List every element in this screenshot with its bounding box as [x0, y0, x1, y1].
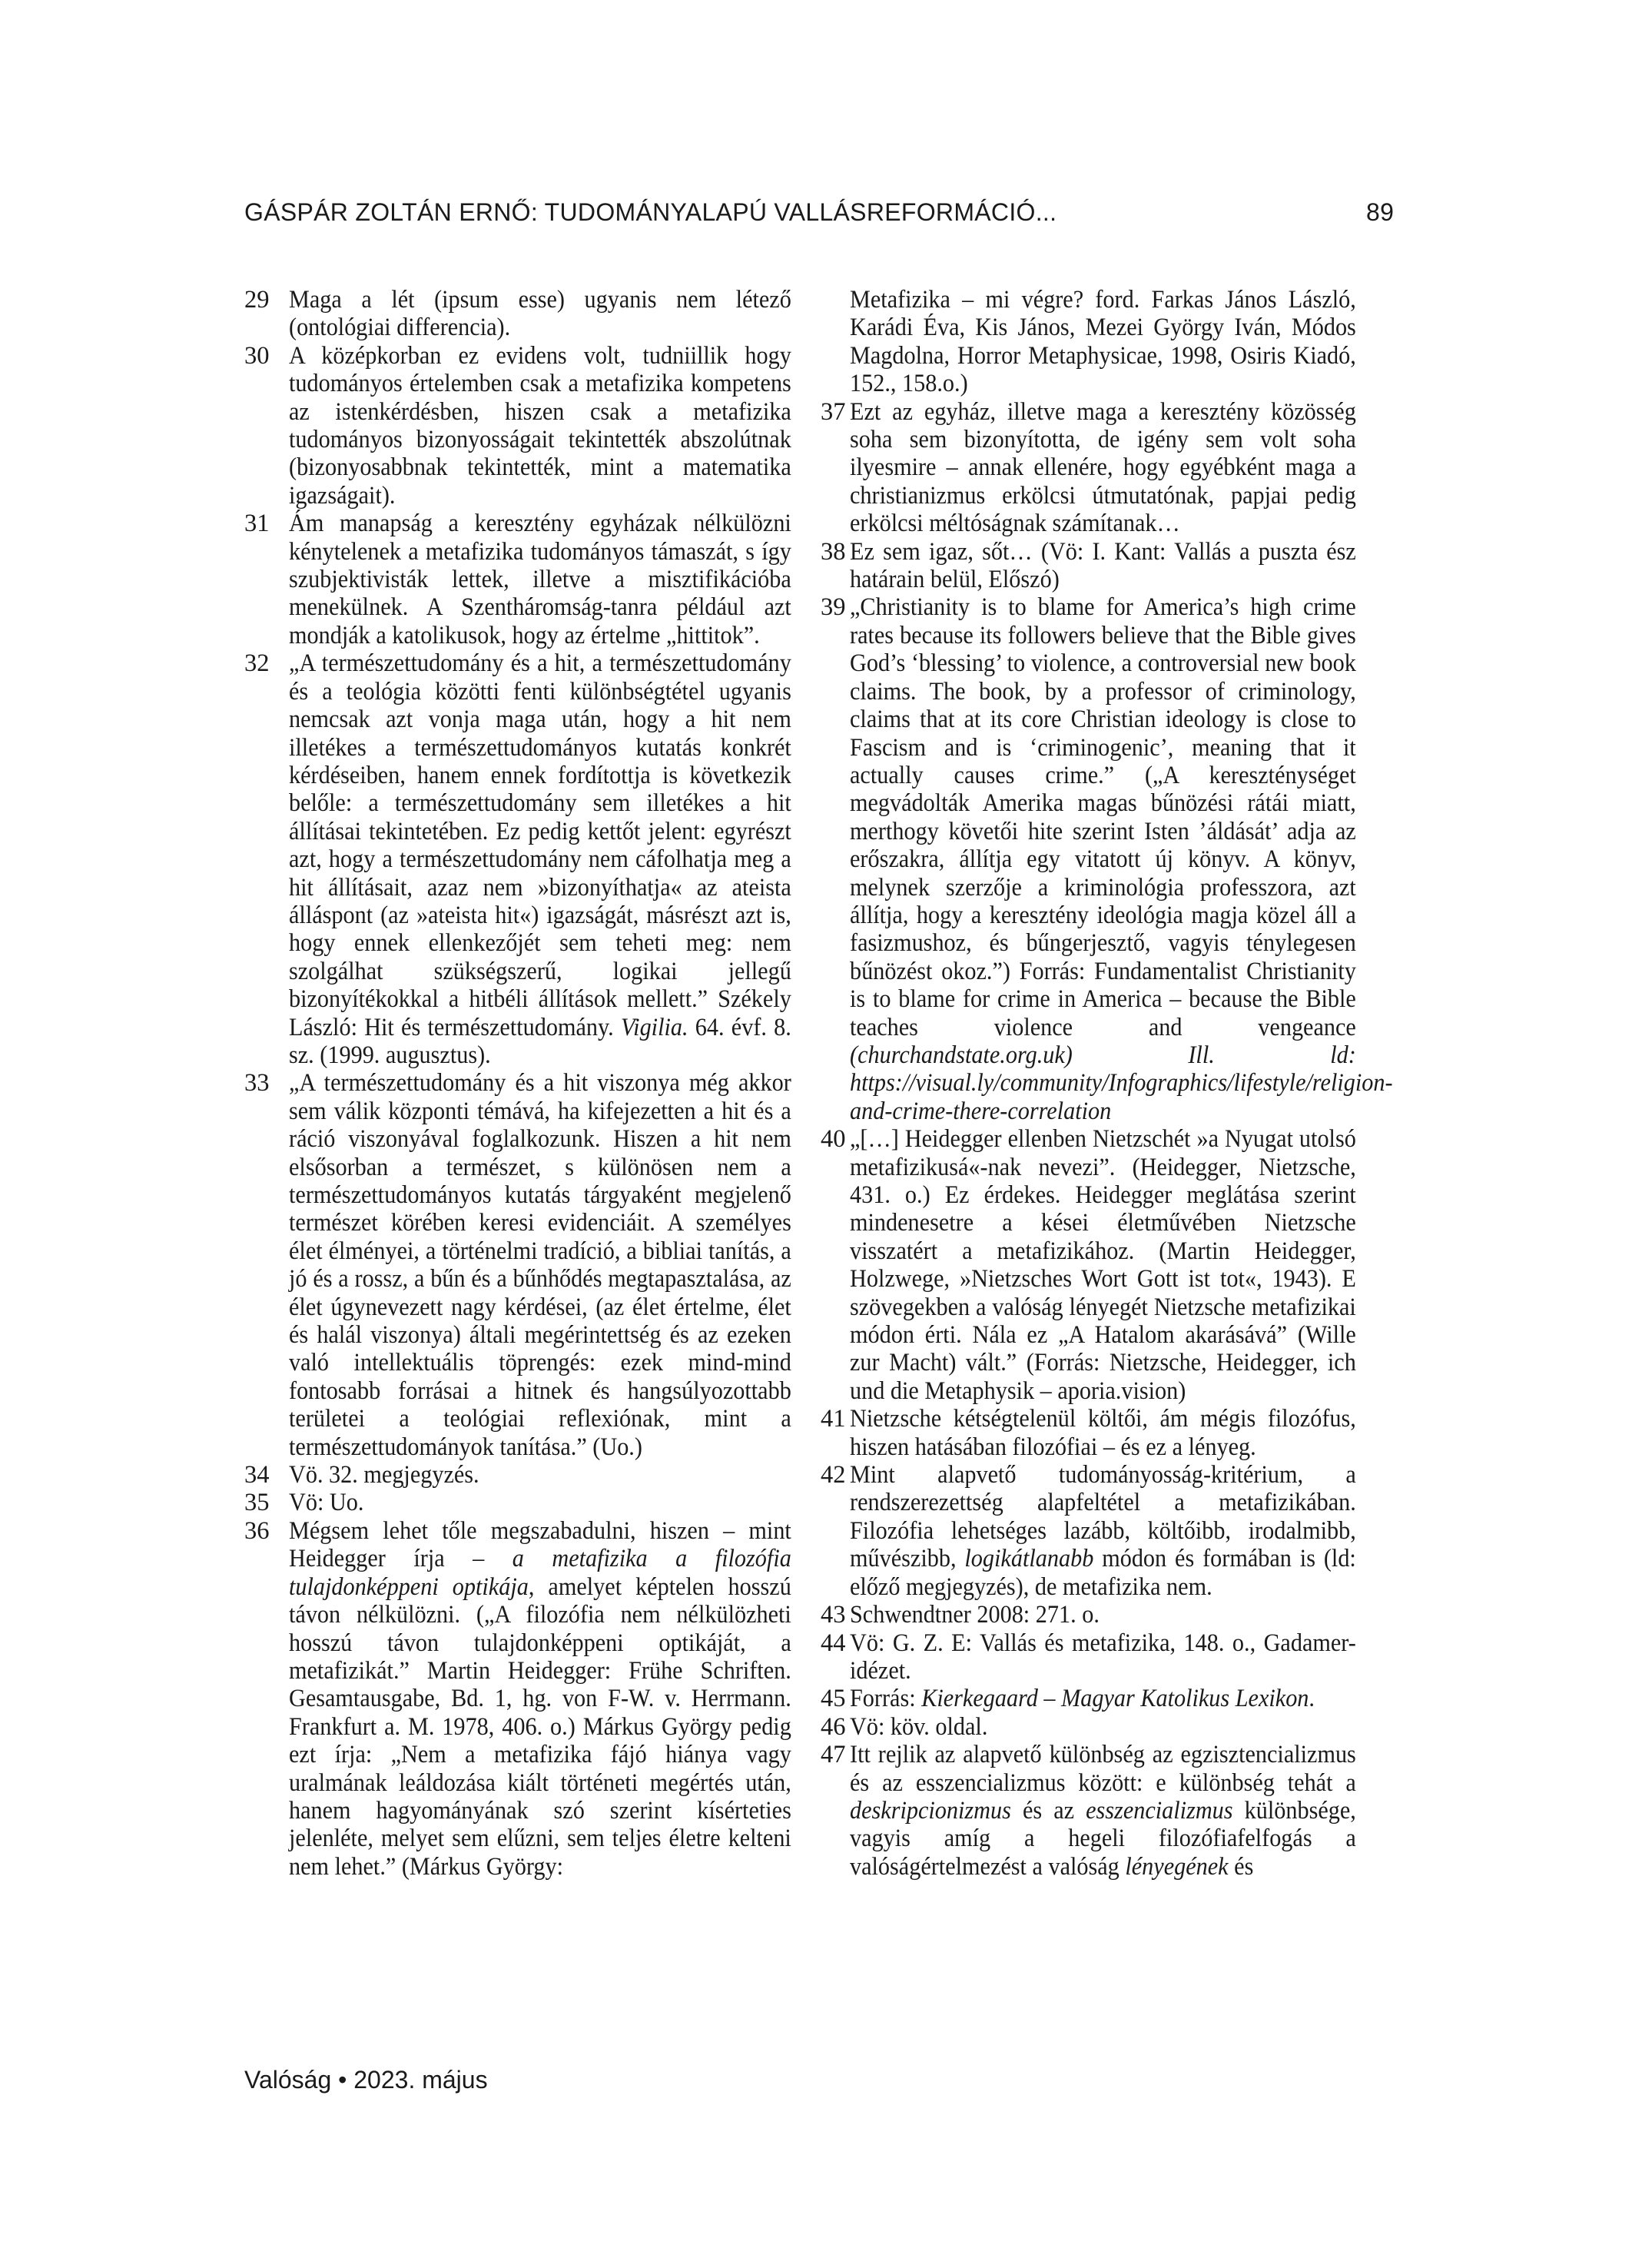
text-run: Schwendtner 2008: 271. o. — [850, 1601, 1100, 1629]
footnote-text — [850, 538, 1356, 594]
footnotes-left-column — [244, 286, 791, 1881]
footnote-29 — [244, 286, 791, 342]
italic-text: deskripcionizmus — [850, 1796, 1011, 1825]
text-run: „A természettudomány és a hit viszonya még akkor sem válik központi témává, ha kifejezetten a hit és a ráció viszonyával foglalkozunk. Hiszen a hit nem elsősorban a természet, s különösen nem a természettudományos kutatás tárgyaként megjelenő természet körében keresi evidenciáit. A személyes élet élményei, a történelmi tradíció, a bibliai tanítás, a jó és a rossz, a bűn és a bűnhődés megtapasztalása, az élet úgynevezett nagy kérdései, (az élet értelme, élet és halál viszonya) általi megérintettség és az ezeken való intellektuális töprengés: ezek mind-mind fontosabb forrásai a hitnek és hangsúlyozottabb területei a teológiai reflexiónak, mint a természettudományok tanítása.” (Uo.) — [289, 1069, 791, 1461]
text-run: „[…] Heidegger ellenben Nietzschét »a Nyugat utolsó metafizikusá«-nak nevezi”. (Heidegger, Nietzsche, 431. o.) Ez érdekes. Heidegger meglátása szerint mindenesetre a kései életművében Nietzsche visszatért a metafizikához. (Martin Heidegger, Holzwege, »Nietzsches Wort Gott ist tot«, 1943). E szövegekben a valóság lényegét Nietzsche metafizikai módon érti. Nála ez „A Hatalom akarásává” (Wille zur Macht) vált.” (Forrás: Nietzsche, Heidegger, ich und die Metaphysik – aporia.vision) — [850, 1125, 1356, 1405]
footnote-text — [850, 398, 1356, 538]
footnote-number: 44 — [821, 1629, 846, 1657]
footnote-text — [850, 593, 1393, 1125]
footnote-33 — [244, 1069, 791, 1461]
footnote-32 — [244, 649, 791, 1069]
text-run: A középkorban ez evidens volt, tudniillik hogy tudományos értelemben csak a metafizika kompetens az istenkérdésben, hiszen csak a metafizika tudományos bizonyosságait tekintették abszolútnak (bizonyosabbnak tekintették, mint a matematika igazságait). — [289, 341, 791, 510]
footnote-41 — [821, 1405, 1356, 1461]
footnote-continuation — [821, 286, 1356, 398]
footnote-number: 47 — [821, 1741, 846, 1769]
text-run: Ám manapság a keresztény egyházak nélkülözni kénytelenek a metafizika tudományos támaszát, s így szubjektivisták lettek, illetve a misztifikációba menekülnek. A Szentháromság-tanra például azt mondják a katolikusok, hogy az értelme „hittitok”. — [289, 510, 791, 649]
footnote-text — [289, 1069, 791, 1461]
footnote-text — [850, 1741, 1356, 1881]
footnote-38 — [821, 538, 1356, 594]
footnote-number: 42 — [821, 1461, 846, 1489]
footer-journal: Valóság • 2023. május — [244, 2066, 488, 2094]
text-run: Mint alapvető tudományosság-kritérium, a rendszerezettség alapfeltétel a metafizikában. Filozófia lehetséges lazább, költőibb, irodalmibb, művészibb, — [850, 1461, 1356, 1573]
footnote-text — [289, 649, 791, 1069]
footnote-text — [850, 1685, 1356, 1712]
footnote-number: 40 — [821, 1125, 846, 1154]
footnote-number: 29 — [244, 286, 270, 314]
footnote-45 — [821, 1685, 1356, 1712]
footnote-35 — [244, 1489, 791, 1516]
footnote-43 — [821, 1601, 1356, 1629]
text-run: Vö. 32. megjegyzés. — [289, 1461, 479, 1489]
footnote-39 — [821, 593, 1393, 1125]
text-run: Vö: Uo. — [289, 1489, 364, 1517]
footnote-number: 36 — [244, 1516, 270, 1545]
text-run: és — [1228, 1852, 1254, 1881]
footnote-number: 33 — [244, 1069, 270, 1097]
text-run: Vö: G. Z. E: Vallás és metafizika, 148. o., Gadamer-idézet. — [850, 1629, 1356, 1685]
footnote-number: 37 — [821, 397, 846, 426]
italic-text: a metafizika a filozófia tulajdonképpeni optikája — [289, 1545, 791, 1601]
footnote-text — [850, 1125, 1356, 1405]
footnote-31 — [244, 510, 791, 649]
italic-text: esszencializmus — [1086, 1796, 1233, 1825]
text-run: , amelyet képtelen hosszú távon nélkülözni. („A filozófia nem nélkülözheti hosszú távon tulajdonképpeni optikáját, a metafizikát.” Martin Heidegger: Frühe Schriften. Gesamtausgabe, Bd. 1, hg. von F-W. v. Herrmann. Frankfurt a. M. 1978, 406. o.) Márkus György pedig ezt írja: „Nem a metafizika fájó hiánya vagy uralmának leáldozása kiált történeti megértés után, hanem hagyományának szó szerint kísérteties jelenléte, melyet sem elűzni, sem teljes életre kelteni nem lehet.” (Márkus György: — [289, 1572, 791, 1881]
italic-text: Kierkegaard – Magyar Katolikus Lexikon — [921, 1685, 1309, 1713]
footnote-text — [289, 342, 791, 510]
footnote-number: 45 — [821, 1685, 846, 1713]
italic-text: (churchandstate.org.uk) Ill. ld: https://visual.ly/community/Infographics/lifestyle/religion-and-crime-there-correlation — [850, 1041, 1393, 1125]
footnote-number: 34 — [244, 1461, 270, 1489]
text-run: Nietzsche kétségtelenül költői, ám mégis filozófus, hiszen hatásában filozófiai – és ez a lényeg. — [850, 1405, 1356, 1461]
italic-text: Vigilia. — [620, 1013, 688, 1041]
footnote-number: 46 — [821, 1712, 846, 1741]
text-run: 64. évf. 8. sz. (1999. augusztus). — [289, 1013, 791, 1069]
footnote-text — [850, 1461, 1356, 1601]
footnote-text — [289, 1461, 791, 1489]
footnote-number: 32 — [244, 649, 270, 678]
footnote-text — [289, 1517, 791, 1881]
footnote-number: 39 — [821, 593, 846, 622]
text-run: „A természettudomány és a hit, a természettudomány és a teológia közötti fenti különbségtétel ugyanis nemcsak azt vonja maga után, hogy a hit nem illetékes a természettudományos kutatás konkrét kérdéseiben, hanem ennek fordítottja is következik belőle: a természettudomány sem illetékes a hit állításai tekintetében. Ez pedig kettőt jelent: egyrészt azt, hogy a természettudomány nem cáfolhatja meg a hit állításait, azaz nem »bizonyíthatja« az ateista álláspont (az »ateista hit«) igazságát, másrészt azt is, hogy ennek ellenkezőjét sem teheti meg: nem szolgálhat szükségszerű, logikai jellegű bizonyítékokkal a hitbéli állítások mellett.” Székely László: Hit és természettudomány. — [289, 649, 791, 1041]
footnote-number: 30 — [244, 341, 270, 370]
footnote-text — [289, 510, 791, 649]
text-run: Ez sem igaz, sőt… (Vö: I. Kant: Vallás a puszta ész határain belül, Előszó) — [850, 537, 1356, 594]
footnote-number: 31 — [244, 510, 270, 538]
text-run: Ezt az egyház, illetve maga a keresztény közösség soha sem bizonyította, de igény sem volt soha ilyesmire – annak ellenére, hogy egyébként maga a christianizmus erkölcsi útmutatónak, papjai pedig erkölcsi méltóságnak számítanak… — [850, 397, 1356, 538]
footnote-37 — [821, 398, 1356, 538]
footnote-text — [850, 286, 1356, 398]
footnote-number: 41 — [821, 1405, 846, 1433]
text-run: Itt rejlik az alapvető különbség az egzisztencializmus és az esszencializmus között: e különbség tehát a — [850, 1741, 1356, 1797]
footnote-text — [850, 1713, 1356, 1741]
footnote-text — [289, 1489, 791, 1516]
footnote-42 — [821, 1461, 1356, 1601]
footnote-36 — [244, 1517, 791, 1881]
footnote-30 — [244, 342, 791, 510]
footnote-number: 38 — [821, 537, 846, 566]
page-number: 89 — [1366, 198, 1395, 226]
text-run: Vö: köv. oldal. — [850, 1712, 988, 1741]
text-run: Maga a lét (ipsum esse) ugyanis nem létező (ontológiai differencia). — [289, 286, 791, 342]
footnote-text — [850, 1629, 1356, 1685]
text-run: különbsége, vagyis amíg a hegeli filozófiafelfogás a valóságértelmezést a valóság — [850, 1796, 1356, 1881]
footnote-number: 43 — [821, 1601, 846, 1629]
text-run: módon és formában is (ld: előző megjegyzés), de metafizika nem. — [850, 1545, 1356, 1601]
text-run: Mégsem lehet tőle megszabadulni, hiszen – mint Heidegger írja – — [289, 1516, 791, 1573]
running-title: GÁSPÁR ZOLTÁN ERNŐ: TUDOMÁNYALAPÚ VALLÁSREFORMÁCIÓ... — [244, 198, 1057, 226]
footnote-number: 35 — [244, 1489, 270, 1517]
footnote-text — [850, 1601, 1356, 1629]
footnote-text — [289, 286, 791, 342]
italic-text: logikátlanabb — [964, 1545, 1094, 1573]
footnote-40 — [821, 1125, 1356, 1405]
footnote-44 — [821, 1629, 1356, 1685]
text-run: Metafizika – mi végre? ford. Farkas János László, Karádi Éva, Kis János, Mezei György Iván, Módos Magdolna, Horror Metaphysicae, 1998, Osiris Kiadó, 152., 158.o.) — [850, 286, 1356, 398]
italic-text: lényegének — [1125, 1852, 1229, 1881]
footnote-34 — [244, 1461, 791, 1489]
text-run: Forrás: — [850, 1685, 922, 1713]
footnote-text — [850, 1405, 1356, 1461]
footnote-47 — [821, 1741, 1356, 1881]
text-run: . — [1309, 1685, 1315, 1713]
footnotes-right-column — [821, 286, 1393, 1881]
text-run: és az — [1010, 1796, 1086, 1825]
text-run: „Christianity is to blame for America’s high crime rates because its followers believe that the Bible gives God’s ‘blessing’ to violence, a controversial new book claims. The book, by a professor of criminology, claims that at its core Christian ideology is close to Fascism and is ‘criminogenic’, meaning that it actually causes crime.” („A kereszténységet megvádolták Amerika magas bűnözési rátái miatt, merthogy követői hite szerint Isten ’áldását’ adja az erőszakra, állítja egy vitatott új könyv. A könyv, melynek szerzője a kriminológia professzora, azt állítja, hogy a keresztény ideológia magja közel áll a fasizmushoz, és bűngerjesztő, vagyis ténylegesen bűnözést okoz.”) Forrás: Fundamentalist Christianity is to blame for crime in America – because the Bible teaches violence and vengeance — [850, 593, 1356, 1041]
running-header — [244, 198, 1397, 232]
footnote-46 — [821, 1713, 1356, 1741]
